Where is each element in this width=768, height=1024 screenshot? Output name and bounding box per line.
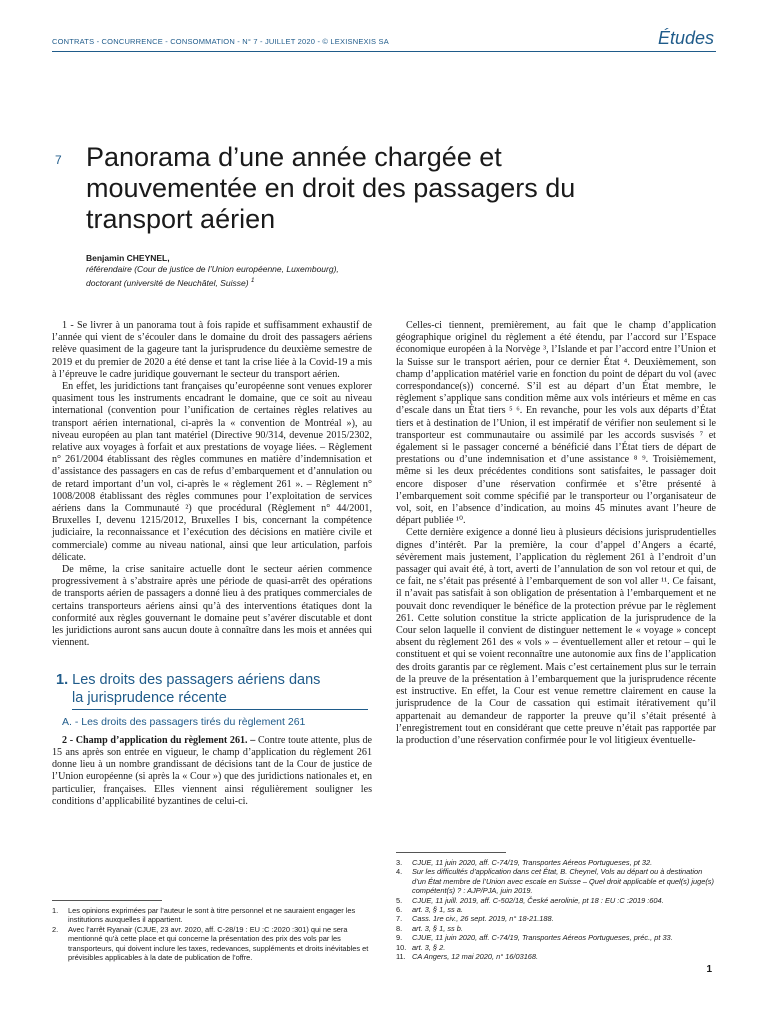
footnote-number: 3. <box>396 858 403 867</box>
footnote-number: 10. <box>396 942 407 952</box>
footnote-divider <box>52 900 162 901</box>
author-name: Benjamin CHEYNEL, <box>86 253 170 263</box>
footnote-text: Avec l’arrêt Ryanair (CJUE, 23 avr. 2020, aff. C-28/19 : EU :C :2020 :301) qui ne sera mentionné qu’à cette place et qui concerne la présentation des prix des vols par les transporteurs, qui doivent inclure les taxes, redevances, suppléments et droits inévitables et prévisibles applicables à la date de publication de l’offre. <box>68 924 369 963</box>
paragraph: De même, la crise sanitaire actuelle dont le secteur aérien commence progressivement à s’abstraire après une période de quasi-arrêt des opérations de transports aérien de passagers a donné lieu à des pratiques commerciales de certains transporteurs aériens ainsi qu’à des interventions étatiques dont la conformité aux règles gouvernant le domaine peut s’avérer discutable et dont les juridictions auront sans aucun doute à connaître dans les mois et années qui viennent. <box>52 564 372 649</box>
footnote-number: 7. <box>396 914 403 924</box>
footnote <box>396 905 718 914</box>
footnote <box>396 914 718 923</box>
paragraph: 2 - Champ d’application du règlement 261. – Contre toute attente, plus de 15 ans après son entrée en vigueur, le champ d’application du règlement 261 donne lieu à un nombre grandissant de décisions tant de la Cour de justice de l’Union européenne (si après la « Cour ») que des juridictions nationales et, en particulier, françaises. Elles viennent ainsi régulièrement souligner les conditions d’applicabilité byzantines de celui-ci. <box>52 734 372 807</box>
footnote-text: Les opinions exprimées par l’auteur le sont à titre personnel et ne sauraient engager les institutions auxquelles il appartient. <box>68 906 356 925</box>
footnotes-left <box>52 906 378 962</box>
paragraph: En effet, les juridictions tant françaises qu’européenne sont venues explorer quasiment tous les instruments encadrant le domaine, que ce soit au niveau international (convention pour l’unification de certaines règles relatives au transport aérien international, ci-après la « convention de Montréal »), au niveau européen au plan tant matériel (Directive 90/314, devenue 2015/2302, relative aux voyages à forfait et aux prestations de voyage liées. – Règlement n° 261/2004 établissant des règles communes en matière d’indemnisation et d’assistance des passagers en cas de refus d’embarquement et d’annulation ou de retard important d’un vol, ci-après le « règlement 261 ». – Règlement n° 1008/2008 établissant des règles communes pour l’exploitation de services aériens dans la Communauté ²) que procédural (Règlement n° 44/2001, Bruxelles I, devenu 1215/2012, Bruxelles I bis, concernant la compétence judiciaire, la reconnaissance et l’exécution des décisions en matière civile et commerciale) comme au niveau national, ainsi que leur articulation, parfois délicate. <box>52 381 372 563</box>
section-label: Études <box>657 28 714 48</box>
section-heading-line2: la jurisprudence récente <box>72 690 227 707</box>
footnote-text: Sur les difficultés d’application dans cet État, B. Cheynel, Vols au départ ou à destination d’un État membre de l’Union avec escale en Suisse – Quel droit applicable et quel(s) juge(s) compétent(s) ? : AJP/PJA, juin 2019. <box>412 867 714 896</box>
section-heading-line1: Les droits des passagers aériens dans <box>72 672 321 689</box>
journal-header: CONTRATS - CONCURRENCE - CONSOMMATION - N° 7 - JUILLET 2020 - © LEXISNEXIS SA <box>52 37 389 46</box>
footnote-number: 6. <box>396 905 403 915</box>
footnote <box>396 924 718 933</box>
paragraph: Cette dernière exigence a donné lieu à plusieurs décisions jurisprudentielles dignes d’intérêt. Par la première, la cour d’appel d’Angers a écarté, sévèrement mais justement, l’application du règlement 261 à l’endroit d’un passager qui avait été, à tort, averti de l’annulation de son vol retour et qui, de ce fait, ne s’était pas présenté à l’embarquement de son vol aller ¹¹. Ce faisant, il n’avait pas satisfait à son obligation de présentation à l’embarquement et ne pouvait donc revendiquer le bénéfice de la protection prévue par le règlement 261. Cette solution constitue la stricte application de la jurisprudence de la Cour selon laquelle il convient de distinguer nettement le « voyage » concept absent du règlement 261 des « vols » – éventuellement aller et retour – qui le constituent et qui se voient reconnaître une autonomie aux fins de l’application des droits garantis par ce règlement. Mais c’est certainement plus sur le terrain de la preuve de la présentation à l’embarquement que la jurisprudence récente est instructive. En effet, la Cour est venue remettre clairement en cause la jurisprudence de la Cour de cassation qui estimait itérativement qu’il appartenait au demandeur de rapporter la preuve qu’il s’était présenté à l’enregistrement tout en considérant que cette preuve n’était pas rapportée par la production d’une réservation confirmée pour le vol litigieux éventuelle- <box>396 527 716 746</box>
footnote <box>396 867 718 895</box>
right-column <box>396 320 716 747</box>
footnote <box>52 906 378 925</box>
footnote <box>52 925 378 963</box>
footnote-number: 9. <box>396 933 403 943</box>
article-number: 7 <box>55 153 62 167</box>
footnote-text: art. 3, § 1, ss a. <box>412 905 463 915</box>
footnote <box>396 933 718 942</box>
author-note-ref: 1 <box>250 277 255 284</box>
footnote-number: 8. <box>396 923 403 933</box>
footnote-text: art. 3, § 1, ss b. <box>412 923 463 933</box>
footnote <box>396 943 718 952</box>
footnote-text: CJUE, 11 juin 2020, aff. C-74/19, Transportes Aéreos Portugueses, pt 32. <box>412 858 653 867</box>
paragraph-lead: 2 - Champ d’application du règlement 261. – <box>62 734 256 746</box>
author-role-2: doctorant (université de Neuchâtel, Suisse) $^1$ <box>86 277 255 288</box>
subsection-heading: A. - Les droits des passagers tirés du règlement 261 <box>62 716 306 729</box>
footnote <box>396 952 718 961</box>
section-heading-underline <box>72 709 368 710</box>
paragraph: 1 - Se livrer à un panorama tout à fois rapide et suffisamment exhaustif de l’année qui vient de s’écouler dans le domaine du droit des passagers aériens relève quasiment de la gageure tant la jurisprudence du deuxième semestre de 2019 et du premier de 2020 a été dense et tant la crise liée à la Covid-19 a mis à l’épreuve le cadre juridique gouvernant le secteur du transport aérien. <box>52 320 372 380</box>
page-number: 1 <box>706 964 712 975</box>
section-heading <box>52 671 372 707</box>
paragraph: Celles-ci tiennent, premièrement, au fait que le champ d’application géographique originel du règlement a été étendu, par l’accord sur l’Espace économique européen à la Norvège ³, l’Islande et par l’accord entre l’Union et la Suisse sur le transport aérien, pour ce dernier État ⁴. Deuxièmement, son champ d’application matériel varie en fonction du point de départ du vol (avec correspondance(s)) concerné. S’il est au départ d’un État membre, le règlement s’applique sans condition même aux vols intérieurs et même en cas d’escale dans un État tiers ⁵ ⁶. En revanche, pour les vols aux départs d’État tiers et à destination de l’Union, il est impératif de vérifier non seulement si le transporteur est communautaire ou assimilé par les accords susvisés ⁷ et également si le passager concerné a bénéficié dans l’État tiers de départ de prestations ou d’une indemnisation et d’une assistance ⁸ ⁹. Troisièmement, même si les deux précédentes conditions sont satisfaites, le passager doit encore disposer d’une réservation confirmée et s’être présenté à l’embarquement soit comme spécifié par le transporteur ou l’organisateur de vol, soit, en l’absence d’indication, au moins 45 minutes avant l’heure de départ publiée ¹⁰. <box>396 320 716 527</box>
left-column <box>52 320 372 808</box>
footnote-number: 1. <box>52 906 59 915</box>
footnote <box>396 896 718 905</box>
footnote-number: 11. <box>396 952 406 962</box>
footnote <box>396 858 718 867</box>
footnote-text: Cass. 1re civ., 26 sept. 2019, n° 18-21.188. <box>412 914 554 924</box>
footnote-text: CJUE, 11 juin 2020, aff. C-74/19, Transportes Aéreos Portugueses, préc., pt 33. <box>412 933 673 943</box>
footnote-number: 4. <box>396 867 403 877</box>
article-title: Panorama d’une année chargée et mouvementée en droit des passagers du transport aérien <box>86 142 576 234</box>
footnotes-right <box>396 858 718 961</box>
footnote-text: CA Angers, 12 mai 2020, n° 16/03168. <box>412 952 539 962</box>
footnote-text: art. 3, § 2. <box>412 942 446 952</box>
section-heading-number: 1. <box>56 672 69 689</box>
author-role-1: référendaire (Cour de justice de l’Union européenne, Luxembourg), <box>86 264 339 274</box>
footnote-divider <box>396 852 506 853</box>
footnote-number: 5. <box>396 895 403 905</box>
author-block <box>86 253 339 289</box>
header-divider <box>52 51 716 52</box>
footnote-text: CJUE, 11 juill. 2019, aff. C-502/18, České aerolinie, pt 18 : EU :C :2019 :604. <box>412 895 664 905</box>
footnote-number: 2. <box>52 924 59 934</box>
